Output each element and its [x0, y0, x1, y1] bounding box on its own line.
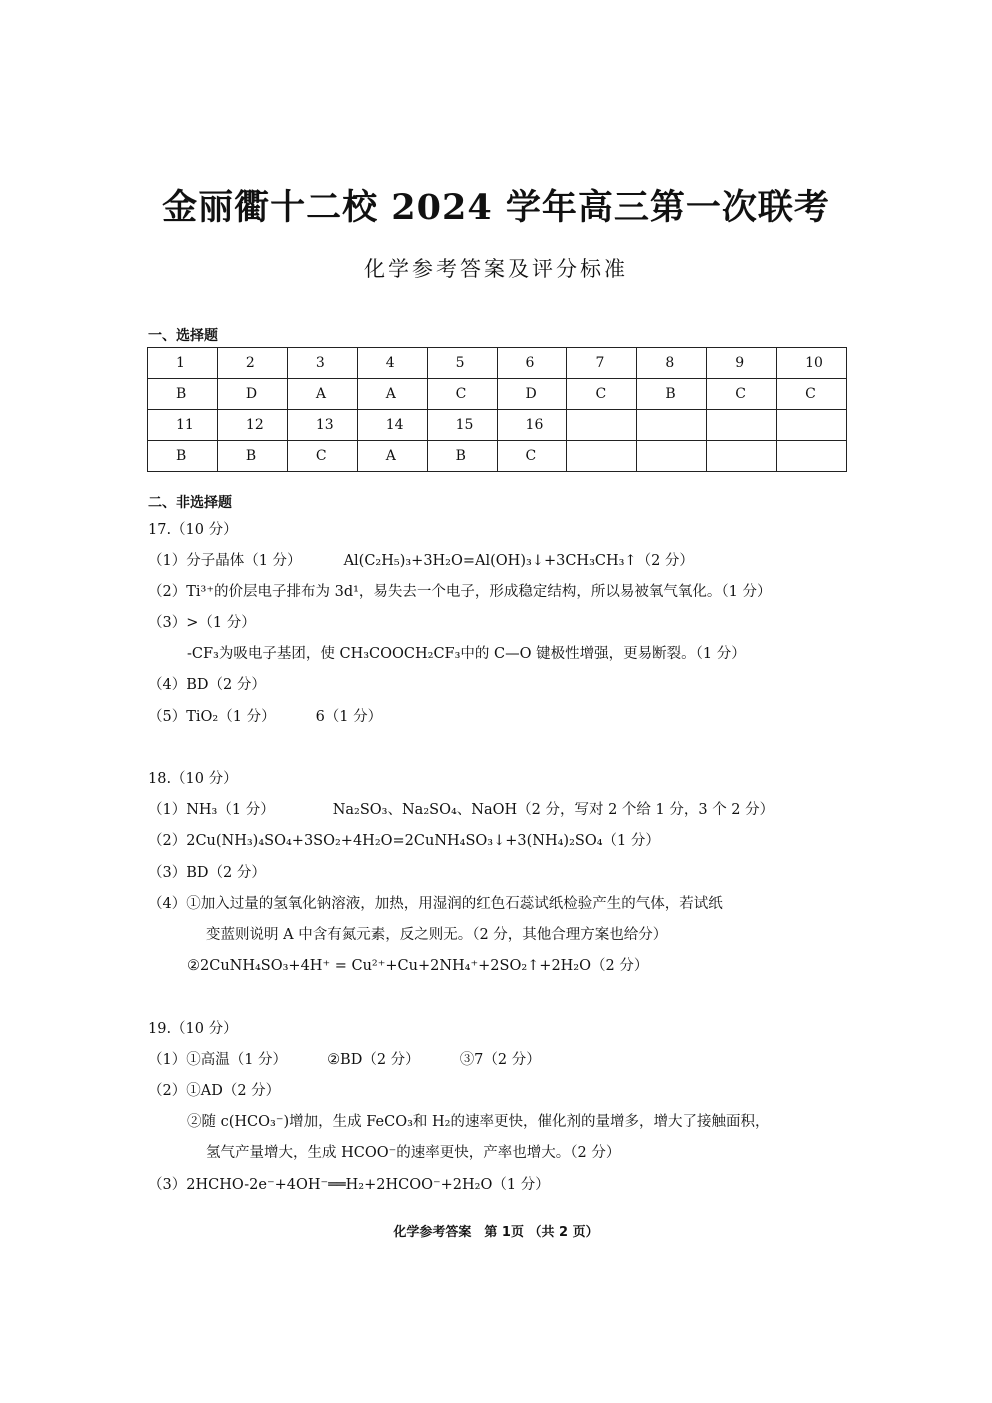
- answer-table-cell: 15: [427, 410, 497, 441]
- answer-table-cell: 7: [567, 348, 637, 379]
- answer-table-cell: C: [427, 379, 497, 410]
- answer-table-cell: [567, 441, 637, 472]
- q18-part4-line1: （4）①加入过量的氢氧化钠溶液，加热，用湿润的红色石蕊试纸检验产生的气体，若试纸: [148, 896, 723, 912]
- answer-table-row: [148, 348, 847, 379]
- answer-table-cell: [707, 441, 777, 472]
- q19-title: 19.（10 分）: [148, 1021, 238, 1037]
- answer-table-row: [148, 410, 847, 441]
- q17-part1: [148, 551, 694, 571]
- page-footer: 化学参考答案 第 1页 （共 2 页）: [393, 1225, 599, 1240]
- answer-table-cell: D: [497, 379, 567, 410]
- section-heading-choice: 一、选择题: [148, 328, 218, 344]
- answer-table-cell: C: [567, 379, 637, 410]
- answer-table-cell: B: [427, 441, 497, 472]
- answer-table-cell: 1: [148, 348, 218, 379]
- answer-table-cell: 12: [217, 410, 287, 441]
- answer-table-cell: C: [707, 379, 777, 410]
- q17-part3: （3）>（1 分）: [148, 615, 256, 631]
- answer-table-cell: 14: [357, 410, 427, 441]
- answer-table-cell: [637, 441, 707, 472]
- answer-table-cell: C: [777, 379, 847, 410]
- answer-table-cell: 5: [427, 348, 497, 379]
- q17-part5b: 6（1 分）: [315, 709, 383, 725]
- answer-table-cell: [777, 441, 847, 472]
- q18-part1: [148, 800, 774, 820]
- q17-title: 17.（10 分）: [148, 522, 238, 538]
- answer-table-cell: B: [148, 379, 218, 410]
- answer-table-cell: 9: [707, 348, 777, 379]
- q18-part4-line2: 变蓝则说明 A 中含有氮元素，反之则无。（2 分，其他合理方案也给分）: [206, 927, 668, 943]
- q17-part5a: （5）TiO₂（1 分）: [148, 709, 276, 725]
- answer-table-cell: [567, 410, 637, 441]
- q17-part4: （4）BD（2 分）: [148, 677, 266, 693]
- q19-part1: [148, 1050, 541, 1070]
- answer-table-cell: 16: [497, 410, 567, 441]
- q17-part2: （2）Ti³⁺的价层电子排布为 3d¹，易失去一个电子，形成稳定结构，所以易被氧气氧化。（1 分）: [148, 584, 772, 600]
- q19-part2-line2: ②随 c(HCO₃⁻)增加，生成 FeCO₃和 H₂的速率更快，催化剂的量增多，增大了接触面积，: [187, 1114, 770, 1130]
- answer-table-cell: 2: [217, 348, 287, 379]
- q19-part1b: ②BD（2 分）: [327, 1052, 420, 1068]
- answer-table-row: [148, 379, 847, 410]
- answer-table-cell: B: [148, 441, 218, 472]
- answer-table-cell: C: [497, 441, 567, 472]
- answer-table-cell: 6: [497, 348, 567, 379]
- section-heading-nonchoice: 二、非选择题: [148, 495, 232, 511]
- answer-table-cell: 4: [357, 348, 427, 379]
- answer-table-cell: D: [217, 379, 287, 410]
- q19-part3: （3）2HCHO-2e⁻+4OH⁻══H₂+2HCOO⁻+2H₂O（1 分）: [148, 1177, 550, 1193]
- q17-part3-reason: -CF₃为吸电子基团，使 CH₃COOCH₂CF₃中的 C—O 键极性增强，更易断裂。（1 分）: [187, 646, 746, 662]
- answer-table-row: [148, 441, 847, 472]
- answer-table-cell: 3: [287, 348, 357, 379]
- answer-table-cell: 10: [777, 348, 847, 379]
- answer-table-cell: 13: [287, 410, 357, 441]
- q19-part1a: （1）①高温（1 分）: [148, 1052, 288, 1068]
- q18-title: 18.（10 分）: [148, 771, 238, 787]
- answer-table-cell: [777, 410, 847, 441]
- page-subtitle: 化学参考答案及评分标准: [364, 257, 628, 281]
- q18-part1a: （1）NH₃（1 分）: [148, 802, 275, 818]
- q18-part4-line3: ②2CuNH₄SO₃+4H⁺ = Cu²⁺+Cu+2NH₄⁺+2SO₂↑+2H₂O（2 分）: [187, 958, 649, 974]
- answer-table-cell: 8: [637, 348, 707, 379]
- answer-table-cell: A: [287, 379, 357, 410]
- q17-part1a: （1）分子晶体（1 分）: [148, 553, 302, 569]
- answer-table-cell: C: [287, 441, 357, 472]
- q17-part5: [148, 707, 382, 727]
- answer-table-cell: A: [357, 379, 427, 410]
- q17-part1b: Al(C₂H₅)₃+3H₂O=Al(OH)₃↓+3CH₃CH₃↑（2 分）: [343, 553, 694, 569]
- q18-part2: （2）2Cu(NH₃)₄SO₄+3SO₂+4H₂O=2CuNH₄SO₃↓+3(NH₄)₂SO₄（1 分）: [148, 833, 660, 849]
- page-title: 金丽衢十二校 2024 学年高三第一次联考: [162, 187, 830, 228]
- answer-table-cell: [707, 410, 777, 441]
- answer-table-cell: A: [357, 441, 427, 472]
- answer-table-cell: 11: [148, 410, 218, 441]
- answer-table: [147, 347, 847, 472]
- q19-part1c: ③7（2 分）: [459, 1052, 541, 1068]
- q19-part2-line3: 氢气产量增大，生成 HCOO⁻的速率更快，产率也增大。（2 分）: [206, 1145, 621, 1161]
- q18-part1b: Na₂SO₃、Na₂SO₄、NaOH（2 分，写对 2 个给 1 分，3 个 2 分）: [332, 802, 775, 818]
- q18-part3: （3）BD（2 分）: [148, 865, 266, 881]
- answer-table-cell: B: [217, 441, 287, 472]
- answer-table-cell: [637, 410, 707, 441]
- answer-table-cell: B: [637, 379, 707, 410]
- q19-part2-line1: （2）①AD（2 分）: [148, 1083, 281, 1099]
